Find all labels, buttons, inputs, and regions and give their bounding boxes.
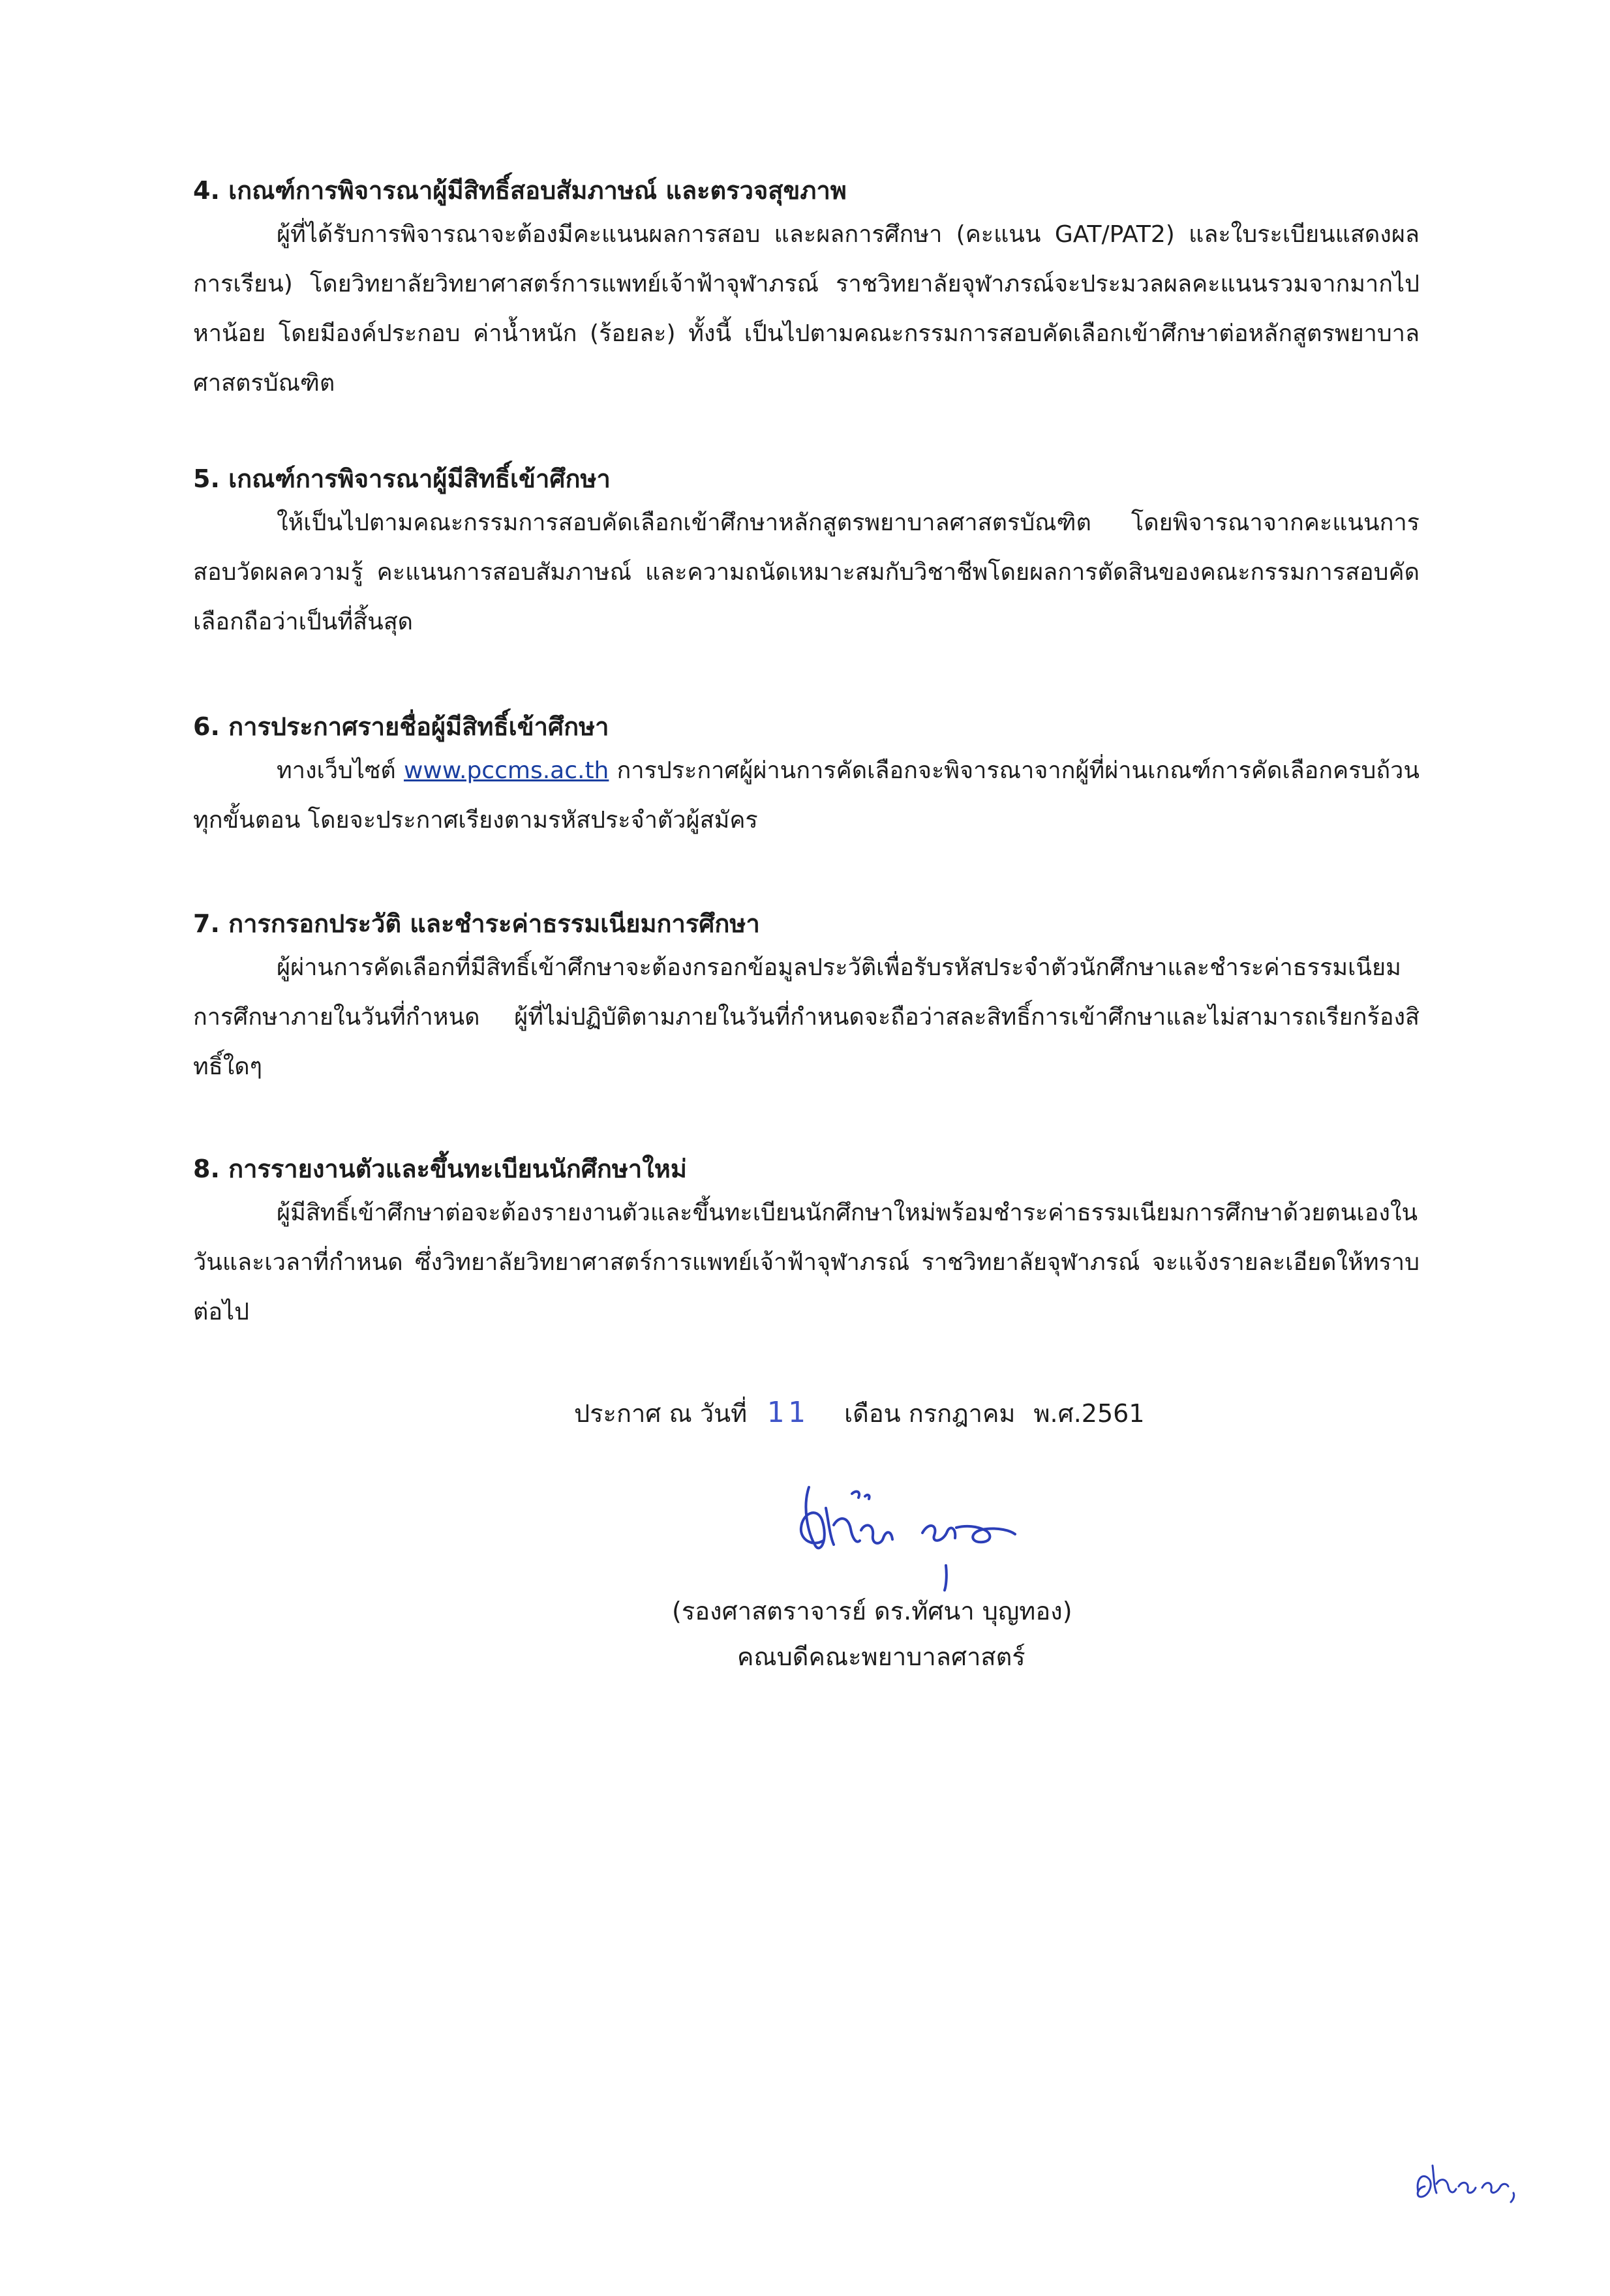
handwritten-signature [783, 1468, 1031, 1592]
section-6 [193, 707, 1420, 845]
section-body: ให้เป็นไปตามคณะกรรมการสอบคัดเลือกเข้าศึกษาหลักสูตรพยาบาลศาสตรบัณฑิต โดยพิจารณาจากคะแนนการสอบวัดผลความรู้ คะแนนการสอบสัมภาษณ์ และความถนัดเหมาะสมกับวิชาชีพโดยผลการตัดสินของคณะกรรมการสอบคัดเลือกถือว่าเป็นที่สิ้นสุด [193, 509, 1420, 635]
section-4 [193, 171, 1420, 408]
announcement-prefix: ประกาศ ณ วันที่ [574, 1399, 748, 1428]
signer-title: คณบดีคณะพยาบาลศาสตร์ [737, 1642, 1025, 1671]
announcement-date [574, 1393, 1145, 1433]
announcement-month: เดือน กรกฎาคม [844, 1399, 1016, 1428]
section-8 [193, 1149, 1420, 1337]
body-text-before-link: ทางเว็บไซต์ [277, 757, 404, 784]
announcement-day: 11 [767, 1396, 810, 1429]
body-text-after-link: การประกาศผู้ผ่านการคัดเลือกจะพิจารณาจากผู้ที่ผ่านเกณฑ์การคัดเลือกครบถ้วนทุกขั้นตอน โดยจะประกาศเรียงตามรหัสประจำตัวผู้สมัคร [193, 757, 1420, 834]
section-heading: 5. เกณฑ์การพิจารณาผู้มีสิทธิ์เข้าศึกษา [193, 464, 611, 493]
signer-name: (รองศาสตราจารย์ ดร.ทัศนา บุญทอง) [672, 1597, 1072, 1625]
section-heading: 8. การรายงานตัวและขึ้นทะเบียนนักศึกษาใหม่ [193, 1155, 687, 1183]
section-7 [193, 904, 1420, 1092]
section-body [193, 746, 1420, 845]
section-body: ผู้ผ่านการคัดเลือกที่มีสิทธิ์เข้าศึกษาจะต้องกรอกข้อมูลประวัติเพื่อรับรหัสประจำตัวนักศึกษาและชำระค่าธรรมเนียมการศึกษาภายในวันที่กำหนด ผู้ที่ไม่ปฏิบัติตามภายในวันที่กำหนดจะถือว่าสละสิทธิ์การเข้าศึกษาและไม่สามารถเรียกร้องสิทธิ์ใดๆ [193, 954, 1420, 1080]
section-body: ผู้ที่ได้รับการพิจารณาจะต้องมีคะแนนผลการสอบ และผลการศึกษา (คะแนน GAT/PAT2) และใบระเบียนแสดงผลการเรียน) โดยวิทยาลัยวิทยาศาสตร์การแพทย์เจ้าฟ้าจุฬาภรณ์ ราชวิทยาลัยจุฬาภรณ์จะประมวลผลคะแนนรวมจากมากไปหาน้อย โดยมีองค์ประกอบ ค่าน้ำหนัก (ร้อยละ) ทั้งนี้ เป็นไปตามคณะกรรมการสอบคัดเลือกเข้าศึกษาต่อหลักสูตรพยาบาลศาสตรบัณฑิต [193, 221, 1420, 397]
handwritten-initial [1409, 2146, 1526, 2211]
website-link[interactable]: www.pccms.ac.th [403, 757, 609, 784]
announcement-year: พ.ศ.2561 [1033, 1399, 1145, 1428]
section-heading: 7. การกรอกประวัติ และชำระค่าธรรมเนียมการศึกษา [193, 909, 760, 938]
section-heading: 4. เกณฑ์การพิจารณาผู้มีสิทธิ์สอบสัมภาษณ์ และตรวจสุขภาพ [193, 176, 847, 205]
section-5 [193, 459, 1420, 647]
section-heading: 6. การประกาศรายชื่อผู้มีสิทธิ์เข้าศึกษา [193, 712, 609, 741]
section-body: ผู้มีสิทธิ์เข้าศึกษาต่อจะต้องรายงานตัวและขึ้นทะเบียนนักศึกษาใหม่พร้อมชำระค่าธรรมเนียมการศึกษาด้วยตนเองในวันและเวลาที่กำหนด ซึ่งวิทยาลัยวิทยาศาสตร์การแพทย์เจ้าฟ้าจุฬาภรณ์ ราชวิทยาลัยจุฬาภรณ์ จะแจ้งรายละเอียดให้ทราบต่อไป [193, 1200, 1420, 1325]
